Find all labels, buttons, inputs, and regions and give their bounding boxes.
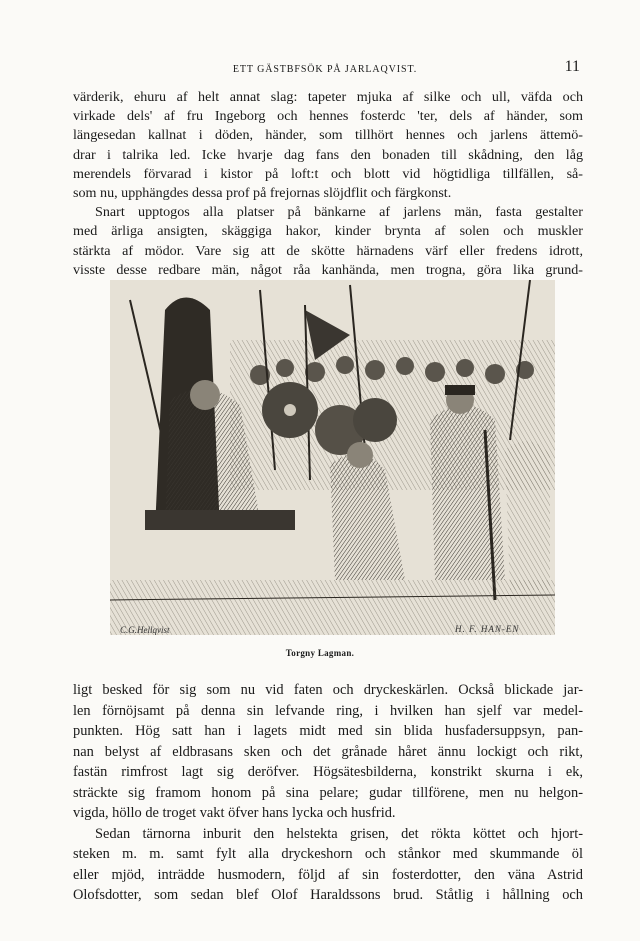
engraving-illustration (110, 280, 555, 635)
text-line: värderik, ehuru af helt annat slag: tapeter mjuka af silke och ull, väfda och (73, 89, 583, 105)
text-line: Olofsdotter, som sedan blef Olof Haraldssons brud. Ståtlig i hållning och (73, 887, 583, 903)
text-line: visste desse redbare män, något råa kanhända, men trogna, göra lika grund- (73, 261, 583, 278)
text-line: vigda, höllo de troget vakt öfver hans lycka och husfrid. (73, 805, 396, 821)
engraver-signature: H. F. HAN-EN (455, 624, 520, 634)
page-number: 11 (564, 58, 580, 75)
text-line: stärkta af mödor. Vare sig att de skötte härnadens värf eller fredens idrott, (73, 242, 583, 259)
text-line: fastän rimfrost lagt sig deröfver. Högsätesbilderna, konstrikt skurna i ek, (73, 764, 583, 780)
text-line: längesedan kallnat i döden, händer, som tillhört hennes och jarlens ättemö- (73, 127, 583, 144)
text-line: eller mjöd, inträdde husmodern, följd af sin fosterdotter, den väna Astrid (73, 866, 583, 883)
text-line: Snart upptogos alla platser på bänkarne af jarlens män, fasta gestalter (95, 204, 583, 221)
text-line: virkade dels' af fru Ingeborg och hennes fosterdc 'ter, dels af händer, som (73, 108, 583, 125)
text-line: sträckte sig framom honom på sina pelare; gudar tillförene, men nu helgon- (73, 784, 583, 801)
text-line: punkten. Hög satt han i lagets midt med sin blida husfadersuppsyn, pan- (73, 723, 583, 739)
engraving-artwork (110, 280, 555, 635)
text-line: ligt besked för sig som nu vid faten och dryckeskärlen. Också blickade jar- (73, 682, 583, 698)
text-line: med ärliga ansigten, skäggiga hakor, kinder brynta af solen och muskler (73, 223, 583, 240)
running-head: ETT GÄSTBFSÖK PÅ JARLAQVIST. (232, 64, 418, 75)
text-line: som nu, upphängdes dessa prof på frejornas slöjdflit och färgkonst. (73, 185, 452, 202)
text-line: len förnöjsamt på denna sin lefvande ring, i hvilken han sjelf var medel- (73, 702, 583, 719)
text-line: merendels förvarad i kistor på loft:t och blott vid högtidliga tillfällen, så- (73, 165, 583, 182)
text-line: drar i talrika led. Icke hvarje dag fans den bonaden till skådning, den låg (73, 146, 583, 163)
page-header (70, 58, 580, 82)
body-text-top (73, 88, 583, 280)
illustration-caption: Torgny Lagman. (285, 648, 355, 658)
artist-signature: C.G.Hellqvist (120, 625, 170, 635)
text-line: Sedan tärnorna inburit den helstekta grisen, det rökta köttet och hjort- (95, 825, 583, 842)
text-line: nan belyst af eldbrasans sken och det grånade håret ännu lockigt och rikt, (73, 743, 583, 760)
body-text-bottom (73, 680, 583, 906)
text-line: steken m. m. samt fylt alla dryckeshorn och stånkor med skummande öl (73, 846, 583, 862)
